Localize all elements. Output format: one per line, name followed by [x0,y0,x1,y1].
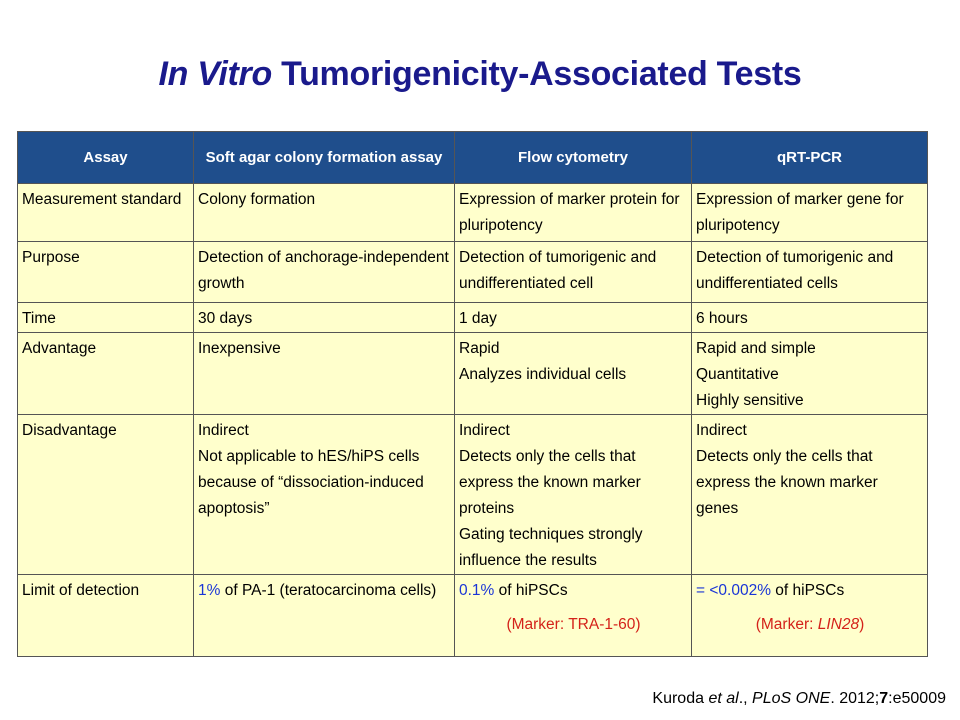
cell-line: Quantitative [696,366,779,383]
row-label: Measurement standard [18,184,194,242]
cell-line: 1 day [459,310,497,327]
marker-name: TRA-1-60 [568,616,636,633]
row-label: Purpose [18,242,194,303]
header-flow-cytometry: Flow cytometry [455,132,692,184]
cell-line: Not applicable to hES/hiPS cells because of “dissociation-induced apoptosis” [198,448,424,517]
cell-flow [455,333,692,415]
header-qrt-pcr: qRT-PCR [692,132,928,184]
cell-line: Expression of marker protein for pluripotency [459,191,680,234]
marker-prefix: (Marker: [755,616,818,633]
table-row [18,184,928,242]
cell-qrtpcr [692,575,928,657]
cell-line: Detects only the cells that express the known marker genes [696,448,878,517]
cell-flow [455,184,692,242]
cell-line: Indirect [198,422,249,439]
row-label: Time [18,303,194,333]
citation [652,690,946,708]
cell-line: Rapid [459,340,500,357]
citation-article: :e50009 [888,690,946,707]
cell-line: Indirect [696,422,747,439]
limit-rest: of hiPSCs [770,582,845,599]
table-row [18,333,928,415]
marker-note [459,612,688,638]
cell-qrtpcr [692,415,928,575]
table-header-row [18,132,928,184]
cell-line: Detection of anchorage-independent growth [198,249,449,292]
slide-title-italic: In Vitro [158,55,272,93]
cell-soft-agar [194,242,455,303]
header-assay: Assay [18,132,194,184]
cell-flow [455,303,692,333]
comparison-table [17,131,928,657]
cell-line: Highly sensitive [696,392,804,409]
cell-qrtpcr [692,184,928,242]
cell-soft-agar [194,333,455,415]
cell-line: Detects only the cells that express the known marker proteins [459,448,641,517]
cell-line: Colony formation [198,191,316,208]
cell-line: Inexpensive [198,340,281,357]
limit-value: 0.1% [459,582,495,599]
slide-title-rest: Tumorigenicity-Associated Tests [281,55,802,93]
limit-rest: of hiPSCs [494,582,568,599]
cell-line: Analyzes individual cells [459,366,627,383]
table-row [18,242,928,303]
cell-line: 6 hours [696,310,748,327]
header-soft-agar: Soft agar colony formation assay [194,132,455,184]
cell-line: Detection of tumorigenic and undifferentiated cell [459,249,657,292]
cell-line: Detection of tumorigenic and undifferentiated cells [696,249,894,292]
marker-suffix: ) [859,616,865,633]
row-label: Advantage [18,333,194,415]
cell-line: Rapid and simple [696,340,816,357]
table-row [18,575,928,657]
cell-soft-agar [194,415,455,575]
cell-qrtpcr [692,303,928,333]
cell-line: Indirect [459,422,510,439]
cell-flow [455,242,692,303]
limit-value: 1% [198,582,221,599]
cell-flow [455,575,692,657]
cell-soft-agar [194,303,455,333]
cell-soft-agar [194,184,455,242]
row-label: Limit of detection [18,575,194,657]
cell-qrtpcr [692,242,928,303]
cell-flow [455,415,692,575]
citation-journal: PLoS ONE [752,690,831,707]
cell-soft-agar [194,575,455,657]
citation-authors: Kuroda [652,690,709,707]
citation-year: . 2012; [830,690,880,707]
row-label: Disadvantage [18,415,194,575]
table-row [18,303,928,333]
cell-line: 30 days [198,310,253,327]
table-row [18,415,928,575]
cell-line: Gating techniques strongly influence the results [459,526,643,569]
marker-prefix: (Marker: [506,616,569,633]
limit-value: = <0.002% [696,582,771,599]
marker-note [696,612,924,638]
marker-name: LIN28 [817,616,860,633]
cell-line: Expression of marker gene for pluripotency [696,191,904,234]
citation-sep: ., [738,690,753,707]
citation-et-al: et al [708,690,739,707]
slide-title [0,55,960,94]
limit-rest: of PA-1 (teratocarcinoma cells) [220,582,437,599]
marker-suffix: ) [635,616,641,633]
citation-volume: 7 [879,690,889,707]
cell-qrtpcr [692,333,928,415]
